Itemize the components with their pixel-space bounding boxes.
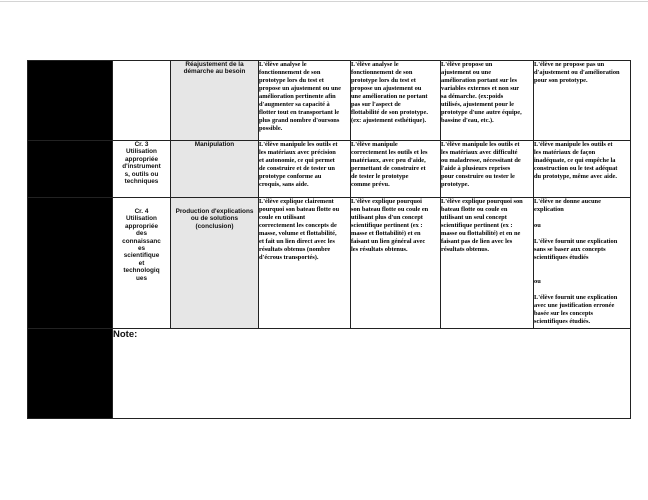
rubric-row-reajustement — [28, 61, 631, 141]
level-2-descriptor: L'élève analyse le fonctionnement de son prototype lors du test et propose un ajustement ou une amélioration ne portant pas sur l'aspect de flottabilité de son prototype. (ex: ajustement esthétique). — [351, 61, 441, 141]
aspect-cell: Manipulation — [171, 141, 259, 198]
black-margin-cell — [28, 61, 113, 141]
criterion-cell: Cr. 3 Utilisation appropriée d'instrument s, outils ou techniques — [113, 141, 171, 198]
page-top-edge — [0, 1, 648, 2]
black-margin-cell — [28, 329, 113, 419]
note-row — [28, 329, 631, 419]
aspect-cell: Production d'explications ou de solutions (conclusion) — [171, 198, 259, 329]
level-3-descriptor: L'élève explique pourquoi son bateau flotte ou coule en utilisant un seul concept scientifique pertinent (ex : masse ou flottabilité) et en ne faisant pas de lien avec les résultats obtenus. — [441, 198, 534, 329]
level-2-descriptor: L'élève explique pourquoi son bateau flotte ou coule en utilisant plus d'un concept scientifique pertinent (ex : masse et flottabilité) et en faisant un lien général avec les résultats obtenus. — [351, 198, 441, 329]
level-1-descriptor: L'élève explique clairement pourquoi son bateau flotte ou coule en utilisant correctement les concepts de masse, volume et flottabilité, et fait un lien direct avec les résultats obtenus (nombre d'écrous transportés). — [259, 198, 351, 329]
rubric-table — [27, 60, 631, 419]
level-3-descriptor: L'élève propose un ajustement ou une amélioration portant sur les variables externes et non sur sa démarche. (ex:poids utilisés, ajustement pour le prototype d'une autre équipe, bassine d'eau, etc.). — [441, 61, 534, 141]
level-1-descriptor: L'élève manipule les outils et les matériaux avec précision et autonomie, ce qui permet de construire et de tester un prototype conforme au croquis, sans aide. — [259, 141, 351, 198]
criterion-cell-empty — [113, 61, 171, 141]
level-4-descriptor: L'élève manipule les outils et les matériaux de façon inadéquate, ce qui empêche la construction ou le test adéquat du prototype, même avec aide. — [534, 141, 631, 198]
rubric-row-explications — [28, 198, 631, 329]
level-1-descriptor: L'élève analyse le fonctionnement de son prototype lors du test et propose un ajustement ou une amélioration pertinente afin d'augmenter sa capacité à flotter tout en transportant le plus grand nombre d'oursons possible. — [259, 61, 351, 141]
rubric-row-manipulation — [28, 141, 631, 198]
criterion-cell: Cr. 4 Utilisation appropriée des connaissanc es scientifique et technologiq ues — [113, 198, 171, 329]
level-3-descriptor: L'élève manipule les outils et les matériaux avec difficulté ou maladresse, nécessitant de l'aide à plusieurs reprises pour construire ou tester le prototype. — [441, 141, 534, 198]
black-margin-cell — [28, 198, 113, 329]
aspect-cell: Réajustement de la démarche au besoin — [171, 61, 259, 141]
level-4-descriptor: L'élève ne donne aucune explication ou L'élève fournit une explication sans se baser aux concepts scientifiques étudiés ou L'élève fournit une explication avec une justification erronée basée sur les concepts scientifiques étudiés. — [534, 198, 631, 329]
level-2-descriptor: L'élève manipule correctement les outils et les matériaux, avec peu d'aide, permettant de construire et de tester le prototype comme prévu. — [351, 141, 441, 198]
black-margin-cell — [28, 141, 113, 198]
level-4-descriptor: L'élève ne propose pas un d'ajustement ou d'amélioration pour son prototype. — [534, 61, 631, 141]
note-label: Note: — [113, 329, 631, 419]
